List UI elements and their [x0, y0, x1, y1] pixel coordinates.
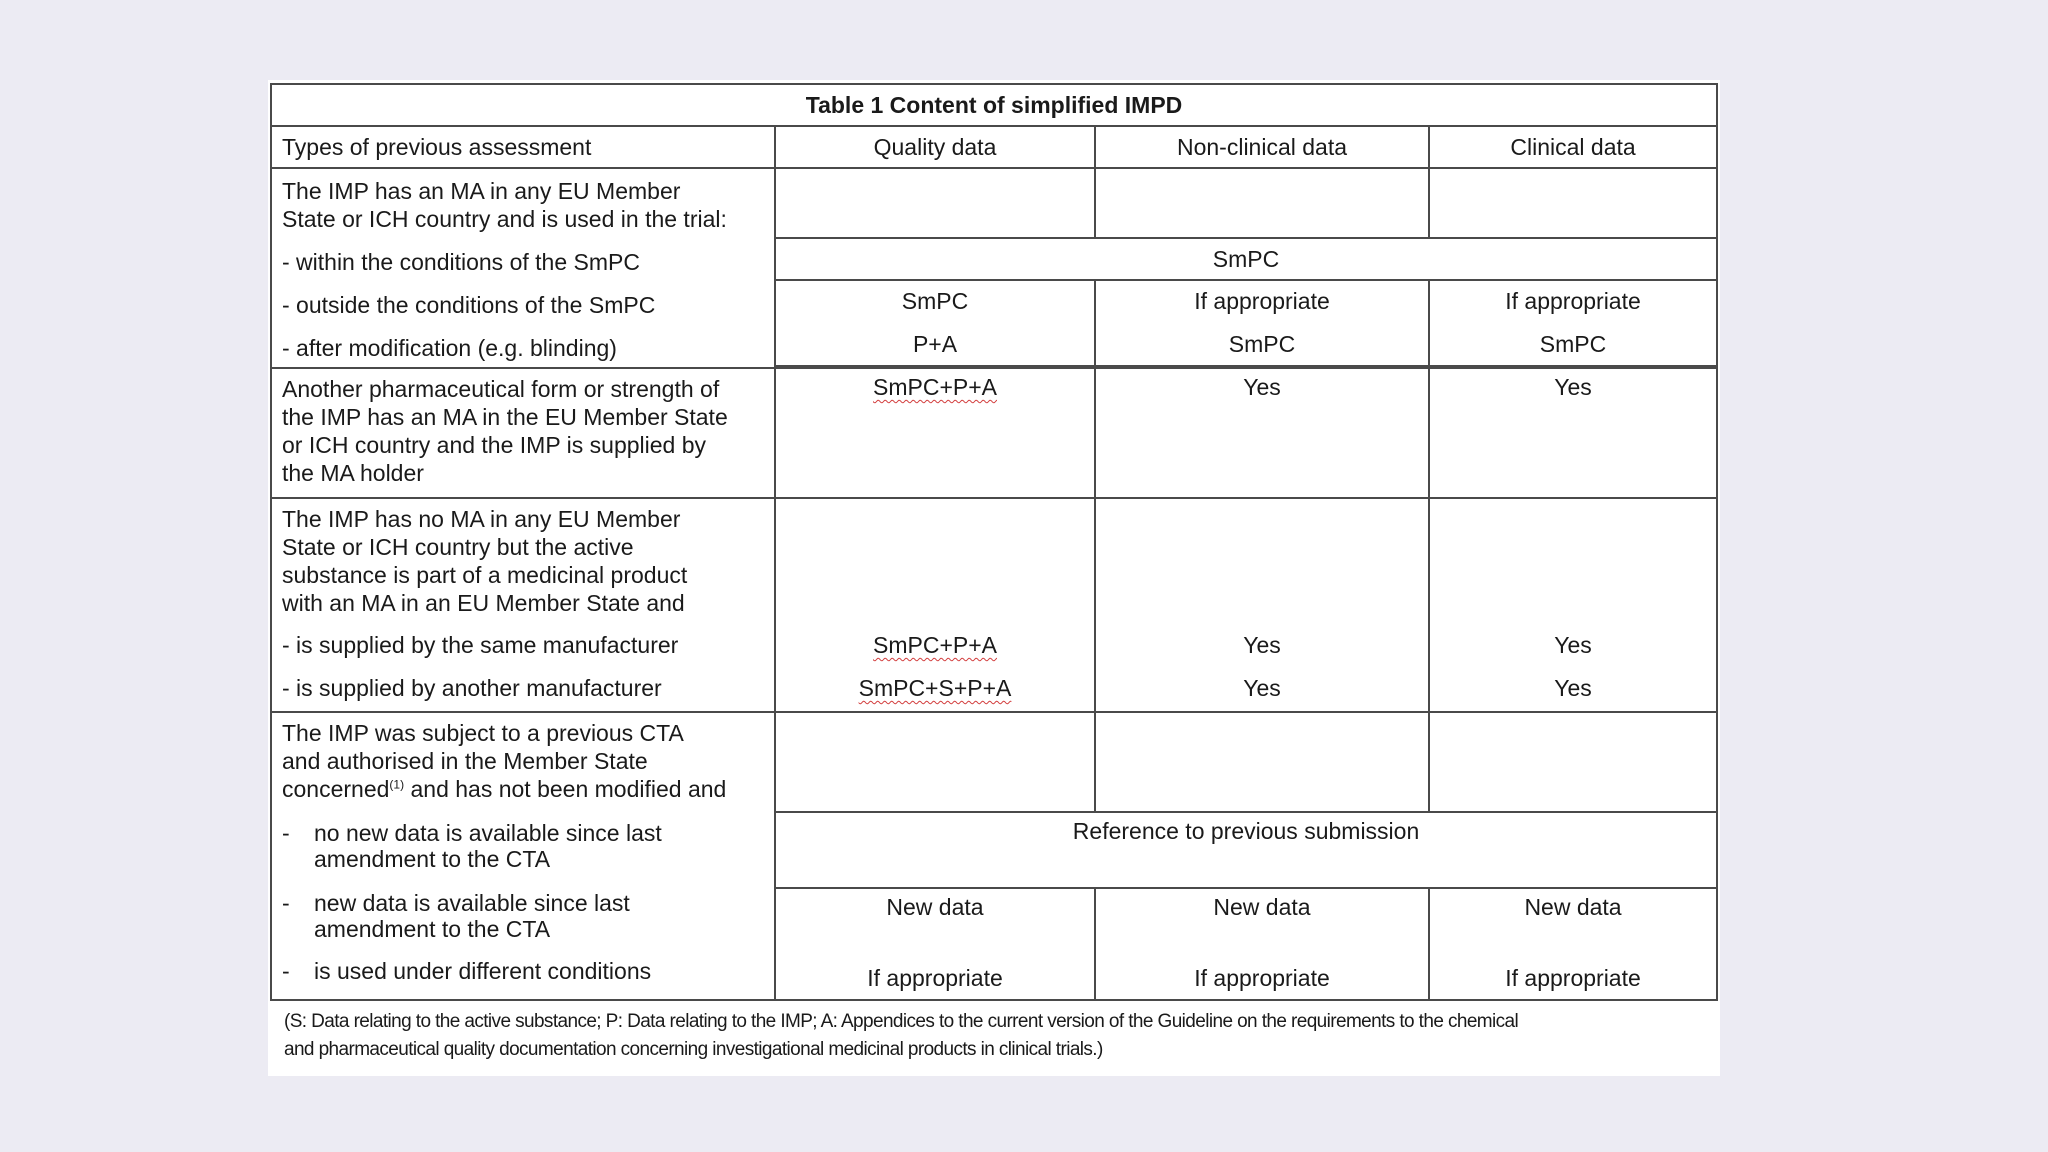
group4-new-quality: New data — [886, 894, 984, 920]
group2-line3: or ICH country and the IMP is supplied by — [282, 432, 707, 458]
group4-nonew-text — [314, 819, 766, 873]
group1-quality-empty — [775, 168, 1095, 238]
group3-same-nonclinical: Yes — [1243, 632, 1281, 658]
footnote-line1: (S: Data relating to the active substance; P: Data relating to the IMP; A: Appendices to the current version of the Guideline on the requirements to the chemical — [284, 1011, 1519, 1032]
group4-new-dash: - — [282, 890, 290, 916]
group3-another-nonclinical: Yes — [1243, 675, 1281, 701]
group3-another-label: - is supplied by another manufacturer — [282, 675, 662, 701]
group1-description — [271, 168, 775, 368]
header-clinical-data: Clinical data — [1429, 126, 1717, 168]
group4-diff-nonclinical: If appropriate — [1194, 965, 1330, 991]
table-title: Table 1 Content of simplified IMPD — [271, 84, 1717, 126]
group3-nonclinical-cell — [1095, 498, 1429, 712]
table-row — [271, 712, 1717, 812]
group3-line4: with an MA in an EU Member State and — [282, 590, 685, 616]
group3-line2: State or ICH country but the active — [282, 534, 634, 560]
table-row — [271, 498, 1717, 712]
header-quality-data: Quality data — [775, 126, 1095, 168]
group1-intro-line2: State or ICH country and is used in the trial: — [282, 206, 727, 232]
group1-quality-cell — [775, 280, 1095, 366]
group1-intro-line1: The IMP has an MA in any EU Member — [282, 178, 681, 204]
group1-after-nonclinical: SmPC — [1228, 331, 1296, 357]
group4-quality-cell — [775, 888, 1095, 1000]
group1-outside-quality: SmPC — [901, 288, 969, 314]
group4-new-item — [282, 889, 766, 943]
group4-clinical-cell — [1429, 888, 1717, 1000]
table-footnote — [284, 1008, 1709, 1064]
group2-line1: Another pharmaceutical form or strength of — [282, 376, 720, 402]
simplified-impd-table — [270, 83, 1718, 1001]
table-row — [271, 368, 1717, 498]
group4-nonew-merged: Reference to previous submission — [775, 812, 1717, 888]
group1-outside-clinical: If appropriate — [1505, 288, 1641, 314]
group4-nonew-item — [282, 819, 766, 873]
group1-clinical-cell — [1429, 280, 1717, 366]
group3-same-quality: SmPC+P+A — [873, 632, 997, 658]
group3-quality-cell — [775, 498, 1095, 712]
group1-outside-nonclinical: If appropriate — [1194, 288, 1330, 314]
footnote-line2: and pharmaceutical quality documentation concerning investigational medicinal products in clinical trials.) — [284, 1039, 1103, 1060]
group4-line3-a: concerned — [282, 776, 390, 802]
header-row — [271, 126, 1717, 168]
group4-diff-label: is used under different conditions — [314, 958, 652, 984]
group3-same-clinical: Yes — [1554, 632, 1592, 658]
group4-diff-item — [282, 957, 766, 985]
group3-description — [271, 498, 775, 712]
group3-line3: substance is part of a medicinal product — [282, 562, 688, 588]
group3-another-quality-wrap — [776, 674, 1094, 702]
group4-nonclinical-empty — [1095, 712, 1429, 812]
group4-clinical-empty — [1429, 712, 1717, 812]
group4-nonew-line1: no new data is available since last — [314, 820, 662, 846]
table-row — [271, 168, 1717, 238]
footnote-ref: (1) — [389, 777, 405, 792]
title-row — [271, 84, 1717, 126]
group4-new-nonclinical: New data — [1213, 894, 1311, 920]
group3-another-quality: SmPC+S+P+A — [858, 675, 1012, 701]
group4-new-line2: amendment to the CTA — [314, 916, 551, 942]
group4-diff-clinical: If appropriate — [1505, 965, 1641, 991]
group4-diff-quality: If appropriate — [867, 965, 1003, 991]
group2-quality-value: SmPC+P+A — [873, 374, 997, 400]
group4-nonclinical-cell — [1095, 888, 1429, 1000]
group1-clinical-empty — [1429, 168, 1717, 238]
group1-after-label: - after modification (e.g. blinding) — [282, 335, 617, 361]
group3-same-label: - is supplied by the same manufacturer — [282, 632, 679, 658]
group4-line3 — [282, 775, 766, 803]
header-nonclinical-data: Non-clinical data — [1095, 126, 1429, 168]
group4-nonew-line2: amendment to the CTA — [314, 846, 551, 872]
group4-new-text — [314, 889, 766, 943]
group4-line3-b: and has not been modified and — [404, 776, 727, 802]
group1-outside-label: - outside the conditions of the SmPC — [282, 292, 656, 318]
group2-description — [271, 368, 775, 498]
group4-nonew-dash: - — [282, 820, 290, 846]
group4-new-line1: new data is available since last — [314, 890, 630, 916]
group4-quality-empty — [775, 712, 1095, 812]
group4-description — [271, 712, 775, 1000]
group4-line1: The IMP was subject to a previous CTA — [282, 720, 684, 746]
group4-line2: and authorised in the Member State — [282, 748, 648, 774]
document-card — [268, 80, 1720, 1076]
group1-within-merged: SmPC — [775, 238, 1717, 280]
group2-line2: the IMP has an MA in the EU Member State — [282, 404, 728, 430]
group1-after-clinical: SmPC — [1539, 331, 1607, 357]
group1-after-quality: P+A — [912, 331, 958, 357]
group2-line4: the MA holder — [282, 460, 424, 486]
group3-another-clinical: Yes — [1554, 675, 1592, 701]
group1-within-label: - within the conditions of the SmPC — [282, 249, 640, 275]
group4-new-clinical: New data — [1524, 894, 1622, 920]
group1-nonclinical-empty — [1095, 168, 1429, 238]
group3-line1: The IMP has no MA in any EU Member — [282, 506, 681, 532]
group1-nonclinical-cell — [1095, 280, 1429, 366]
group3-clinical-cell — [1429, 498, 1717, 712]
header-types-of-assessment: Types of previous assessment — [271, 126, 775, 168]
group2-quality — [775, 368, 1095, 498]
group2-nonclinical: Yes — [1095, 368, 1429, 498]
group4-diff-dash: - — [282, 958, 290, 984]
group2-clinical: Yes — [1429, 368, 1717, 498]
group3-same-quality-wrap — [776, 631, 1094, 659]
